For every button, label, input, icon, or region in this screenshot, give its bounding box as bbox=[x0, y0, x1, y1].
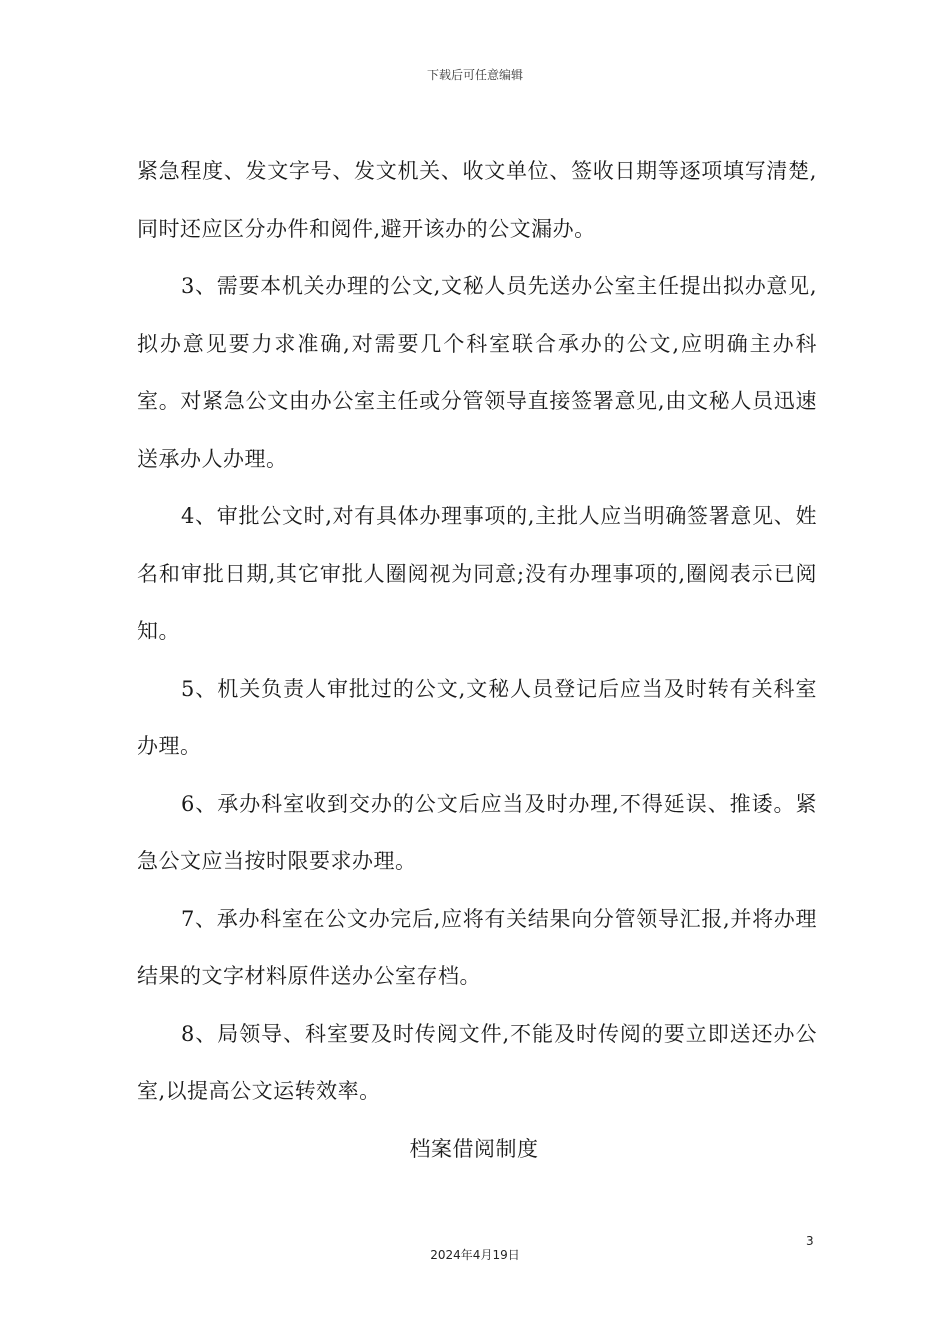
page-number: 3 bbox=[806, 1234, 814, 1248]
header-note: 下载后可任意编辑 bbox=[426, 68, 523, 82]
paragraph-item-7: 7、承办科室在公文办完后,应将有关结果向分管领导汇报,并将办理结果的文字材料原件送办公室存档。 bbox=[137, 906, 817, 988]
paragraph-item-8: 8、局领导、科室要及时传阅文件,不能及时传阅的要立即送还办公室,以提高公文运转效率。 bbox=[137, 1021, 817, 1103]
footer-date: 2024年4月19日 bbox=[430, 1248, 520, 1262]
paragraph-item-5: 5、机关负责人审批过的公文,文秘人员登记后应当及时转有关科室办理。 bbox=[137, 676, 817, 758]
section-title: 档案借阅制度 bbox=[409, 1136, 539, 1161]
paragraph-item-4: 4、审批公文时,对有具体办理事项的,主批人应当明确签署意见、姓名和审批日期,其它审批人圈阅视为同意;没有办理事项的,圈阅表示已阅知。 bbox=[137, 504, 817, 643]
paragraph-item-3: 3、需要本机关办理的公文,文秘人员先送办公室主任提出拟办意见,拟办意见要力求准确,对需要几个科室联合承办的公文,应明确主办科室。对紧急公文由办公室主任或分管领导直接签署意见,由文秘人员迅速送承办人办理。 bbox=[137, 274, 817, 471]
paragraph-continuation: 紧急程度、发文字号、发文机关、收文单位、签收日期等逐项填写清楚,同时还应区分办件和阅件,避开该办的公文漏办。 bbox=[137, 159, 817, 241]
document-body bbox=[137, 143, 817, 1178]
paragraph-item-6: 6、承办科室收到交办的公文后应当及时办理,不得延误、推诿。紧急公文应当按时限要求办理。 bbox=[137, 791, 817, 873]
